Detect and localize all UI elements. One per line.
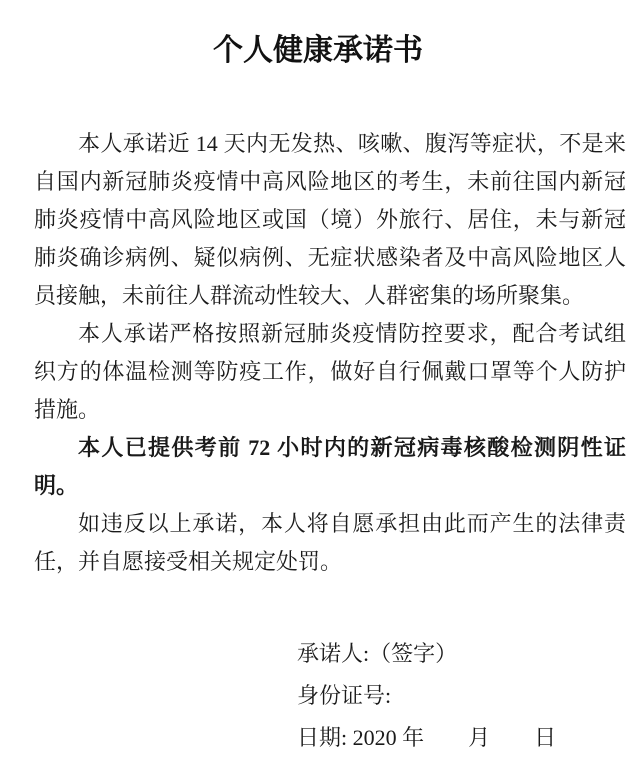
signature-block [297,633,636,759]
document-title: 个人健康承诺书 [213,34,423,67]
document-body [0,125,636,581]
signer-signature-line: 承诺人:（签字） [297,641,458,666]
paragraph-symptoms-travel-declaration: 本人承诺近 14 天内无发热、咳嗽、腹泻等症状，不是来自国内新冠肺炎疫情中高风险地区的考生，未前往国内新冠肺炎疫情中高风险地区或国（境）外旅行、居住，未与新冠肺炎确诊病例、疑似病例、无症状感染者及中高风险地区人员接触，未前往人群流动性较大、人群密集的场所聚集。 [34,131,626,308]
paragraph-epidemic-prevention-compliance: 本人承诺严格按照新冠肺炎疫情防控要求，配合考试组织方的体温检测等防疫工作，做好自行佩戴口罩等个人防护措施。 [34,321,626,422]
paragraph-legal-liability: 如违反以上承诺，本人将自愿承担由此而产生的法律责任，并自愿接受相关规定处罚。 [34,511,626,574]
id-number-line: 身份证号: [297,683,392,708]
paragraph-nucleic-acid-certificate: 本人已提供考前 72 小时内的新冠病毒核酸检测阴性证明。 [34,435,626,498]
date-line: 日期: 2020 年 月 日 [297,725,557,750]
